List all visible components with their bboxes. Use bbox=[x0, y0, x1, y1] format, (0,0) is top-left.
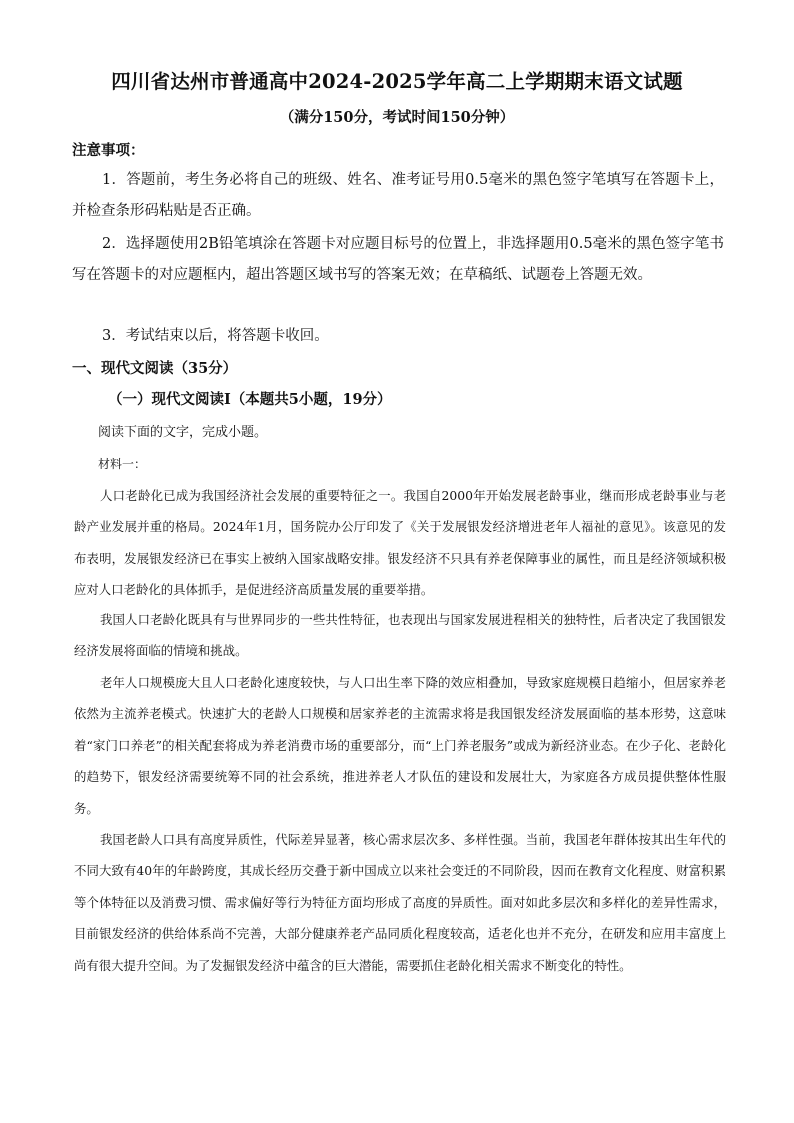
subsection-heading: （一）现代文阅读Ⅰ（本题共5小题，19分） bbox=[108, 391, 392, 408]
notice-item: 2．选择题使用2B铅笔填涂在答题卡对应题目标号的位置上，非选择题用0.5毫米的黑色签字笔书写在答题卡的对应题框内，超出答题区域书写的答案无效；在草稿纸、试题卷上答题无效。 bbox=[72, 236, 724, 283]
page-title: 四川省达州市普通高中2024-2025学年高二上学期期末语文试题 bbox=[111, 70, 683, 93]
body-paragraph: 人口老龄化已成为我国经济社会发展的重要特征之一。我国自2000年开始发展老龄事业，继而形成老龄事业与老龄产业发展并重的格局。2024年1月，国务院办公厅印发了《关于发展银发经济增进老年人福祉的意见》。该意见的发布表明，发展银发经济已在事实上被纳入国家战略安排。银发经济不只具有养老保障事业的属性，而且是经济领域积极应对人口老龄化的具体抓手，是促进经济高质量发展的重要举措。 bbox=[74, 488, 726, 598]
notice-heading: 注意事项： bbox=[72, 142, 145, 159]
notice-item: 1．答题前，考生务必将自己的班级、姓名、准考证号用0.5毫米的黑色签字笔填写在答题卡上，并检查条形码粘贴是否正确。 bbox=[72, 172, 724, 219]
body-paragraph: 老年人口规模庞大且人口老龄化速度较快，与人口出生率下降的效应相叠加，导致家庭规模日趋缩小，但居家养老依然为主流养老模式。快速扩大的老龄人口规模和居家养老的主流需求将是我国银发经济发展面临的基本形势，这意味着“家门口养老”的相关配套将成为养老消费市场的重要部分，而“上门养老服务”或成为新经济业态。在少子化、老龄化的趋势下，银发经济需要统筹不同的社会系统，推进养老人才队伍的建设和发展壮大，为家庭各方成员提供整体性服务。 bbox=[74, 675, 726, 816]
body-paragraph: 我国老龄人口具有高度异质性，代际差异显著，核心需求层次多、多样性强。当前，我国老年群体按其出生年代的不同大致有40年的年龄跨度，其成长经历交叠于新中国成立以来社会变迁的不同阶段，因而在教育文化程度、财富积累等个体特征以及消费习惯、需求偏好等行为特征方面均形成了高度的异质性。面对如此多层次和多样化的差异性需求，目前银发经济的供给体系尚不完善，大部分健康养老产品同质化程度较高，适老化也并不充分，在研发和应用丰富度上尚有很大提升空间。为了发掘银发经济中蕴含的巨大潜能，需要抓住老龄化相关需求不断变化的特性。 bbox=[74, 832, 726, 973]
reading-instruction: 阅读下面的文字，完成小题。 bbox=[98, 425, 268, 440]
body-paragraph: 我国人口老龄化既具有与世界同步的一些共性特征，也表现出与国家发展进程相关的独特性，后者决定了我国银发经济发展将面临的情境和挑战。 bbox=[74, 612, 726, 659]
material-label: 材料一： bbox=[98, 457, 147, 471]
section-heading: 一、现代文阅读（35分） bbox=[72, 360, 238, 377]
exam-info-subtitle: （满分150分，考试时间150分钟） bbox=[279, 109, 515, 126]
notice-item: 3．考试结束以后，将答题卡收回。 bbox=[102, 328, 329, 344]
